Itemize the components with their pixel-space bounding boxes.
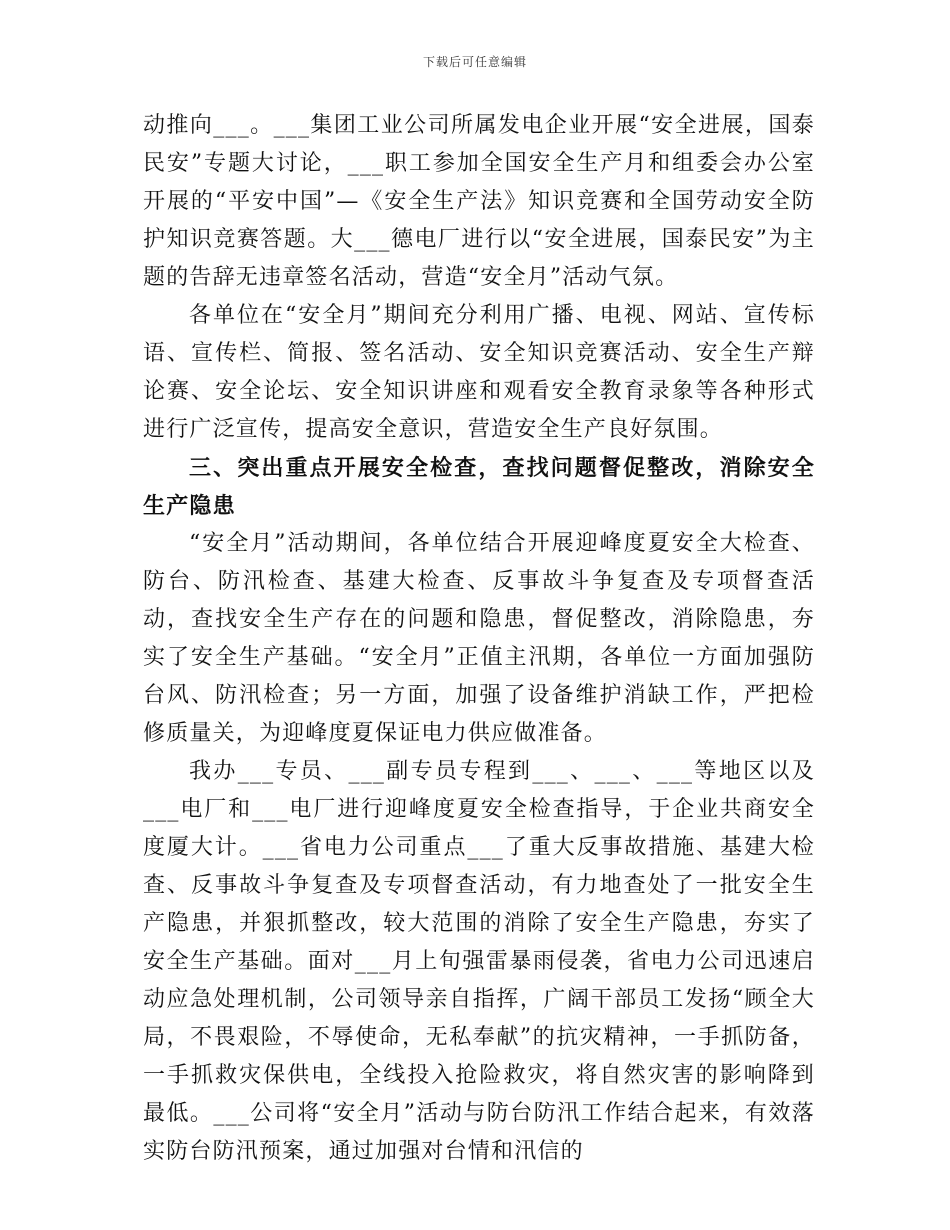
paragraph-publicity: 各单位在“安全月”期间充分利用广播、电视、网站、宣传标语、宣传栏、简报、签名活动、安全知识竞赛活动、安全生产辩论赛、安全论坛、安全知识讲座和观看安全教育录象等各种形式进行广泛宣传，提高安全意识，营造安全生产良好氛围。 [143, 303, 815, 442]
paragraph-continued: 动推向___。___集团工业公司所属发电企业开展“安全进展，国泰民安”专题大讨论，___职工参加全国安全生产月和组委会办公室开展的“平安中国”—《安全生产法》知识竞赛和全国劳动安全防护知识竞赛答题。大___德电厂进行以“安全进展，国泰民安”为主题的告辞无违章签名活动，营造“安全月”活动气氛。 [143, 113, 815, 290]
paragraph-inspection: “安全月”活动期间，各单位结合开展迎峰度夏安全大检查、防台、防汛检查、基建大检查、反事故斗争复查及专项督查活动，查找安全生产存在的问题和隐患，督促整改，消除隐患，夯实了安全生产基础。“安全月”正值主汛期，各单位一方面加强防台风、防汛检查；另一方面，加强了设备维护消缺工作，严把检修质量关，为迎峰度夏保证电力供应做准备。 [143, 531, 815, 746]
paragraph-office-inspection: 我办___专员、___副专员专程到___、___、___等地区以及___电厂和___电厂进行迎峰度夏安全检查指导，于企业共商安全度厦大计。___省电力公司重点___了重大反事故措施、基建大检查、反事故斗争复查及专项督查活动，有力地查处了一批安全生产隐患，并狠抓整改，较大范围的消除了安全生产隐患，夯实了安全生产基础。面对___月上旬强雷暴雨侵袭，省电力公司迅速启动应急处理机制，公司领导亲自指挥，广阔干部员工发扬“顾全大局，不畏艰险，不辱使命，无私奉献”的抗灾精神，一手抓防备，一手抓救灾保供电，全线投入抢险救灾，将自然灾害的影响降到最低。___公司将“安全月”活动与防台防汛工作结合起来，有效落实防台防汛预案，通过加强对台情和汛信的 [143, 759, 815, 1164]
page-header: 下载后可任意编辑 [422, 55, 527, 69]
document-body [143, 107, 815, 1171]
section-heading: 三、突出重点开展安全检查，查找问题督促整改，消除安全生产隐患 [143, 455, 815, 519]
